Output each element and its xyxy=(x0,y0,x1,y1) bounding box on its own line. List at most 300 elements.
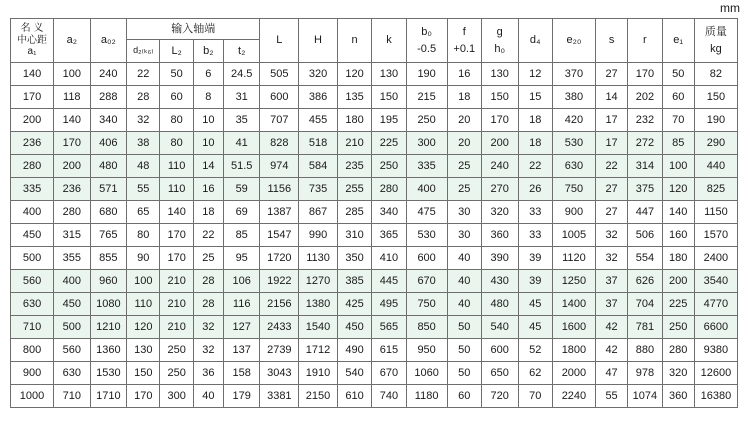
table-cell: 1910 xyxy=(299,362,338,385)
table-cell: 120 xyxy=(337,63,371,86)
table-cell: 35 xyxy=(223,109,260,132)
table-cell: 440 xyxy=(694,155,737,178)
table-cell: 27 xyxy=(595,178,627,201)
table-row xyxy=(11,178,738,201)
table-cell: 170 xyxy=(160,247,193,270)
table-row xyxy=(11,270,738,293)
header-r: r xyxy=(628,19,662,63)
dimension-table-container xyxy=(10,18,738,408)
table-cell: 3381 xyxy=(260,385,299,408)
table-cell: 6 xyxy=(193,63,223,86)
table-cell: 480 xyxy=(481,293,518,316)
table-cell: 710 xyxy=(11,316,54,339)
table-cell: 158 xyxy=(223,362,260,385)
table-cell: 22 xyxy=(127,63,160,86)
table-cell: 80 xyxy=(160,109,193,132)
table-cell: 18 xyxy=(518,132,552,155)
table-cell: 55 xyxy=(127,178,160,201)
header-b0: b₀ -0.5 xyxy=(406,19,447,63)
table-cell: 170 xyxy=(481,109,518,132)
table-cell: 1600 xyxy=(552,316,595,339)
table-cell: 2156 xyxy=(260,293,299,316)
table-row xyxy=(11,247,738,270)
table-cell: 236 xyxy=(11,132,54,155)
table-cell: 26 xyxy=(518,178,552,201)
table-cell: 584 xyxy=(299,155,338,178)
table-cell: 33 xyxy=(518,201,552,224)
table-cell: 28 xyxy=(193,270,223,293)
table-cell: 990 xyxy=(299,224,338,247)
header-mass: 质量 kg xyxy=(694,19,737,63)
table-cell: 1922 xyxy=(260,270,299,293)
table-cell: 240 xyxy=(481,155,518,178)
table-cell: 626 xyxy=(628,270,662,293)
table-cell: 116 xyxy=(223,293,260,316)
table-cell: 280 xyxy=(54,201,91,224)
table-cell: 180 xyxy=(337,109,371,132)
table-cell: 32 xyxy=(595,224,627,247)
table-cell: 110 xyxy=(160,155,193,178)
table-cell: 1800 xyxy=(552,339,595,362)
table-cell: 250 xyxy=(662,316,694,339)
table-cell: 340 xyxy=(90,109,127,132)
table-cell: 2000 xyxy=(552,362,595,385)
table-cell: 30 xyxy=(447,224,481,247)
table-cell: 360 xyxy=(662,385,694,408)
table-cell: 48 xyxy=(127,155,160,178)
table-cell: 650 xyxy=(481,362,518,385)
table-cell: 360 xyxy=(481,224,518,247)
table-cell: 490 xyxy=(337,339,371,362)
table-cell: 1250 xyxy=(552,270,595,293)
table-cell: 240 xyxy=(90,63,127,86)
table-body xyxy=(11,63,738,408)
table-cell: 60 xyxy=(160,86,193,109)
table-cell: 30 xyxy=(447,201,481,224)
table-cell: 670 xyxy=(406,270,447,293)
table-cell: 250 xyxy=(406,109,447,132)
table-cell: 20 xyxy=(447,132,481,155)
table-cell: 1120 xyxy=(552,247,595,270)
table-cell: 225 xyxy=(372,132,406,155)
header-b2: b₂ xyxy=(193,40,223,63)
table-cell: 335 xyxy=(11,178,54,201)
table-cell: 42 xyxy=(595,316,627,339)
table-cell: 60 xyxy=(447,385,481,408)
table-cell: 14 xyxy=(595,86,627,109)
table-cell: 2150 xyxy=(299,385,338,408)
table-cell: 1210 xyxy=(90,316,127,339)
table-cell: 600 xyxy=(260,86,299,109)
table-cell: 2433 xyxy=(260,316,299,339)
header-input-shaft-group: 输入轴端 xyxy=(127,19,260,40)
table-cell: 2739 xyxy=(260,339,299,362)
table-cell: 1005 xyxy=(552,224,595,247)
table-cell: 95 xyxy=(223,247,260,270)
table-cell: 10 xyxy=(193,109,223,132)
table-cell: 750 xyxy=(552,178,595,201)
table-cell: 140 xyxy=(11,63,54,86)
table-cell: 70 xyxy=(518,385,552,408)
table-cell: 571 xyxy=(90,178,127,201)
table-cell: 340 xyxy=(372,201,406,224)
table-row xyxy=(11,316,738,339)
table-cell: 200 xyxy=(11,109,54,132)
table-cell: 41 xyxy=(223,132,260,155)
table-cell: 1180 xyxy=(406,385,447,408)
table-cell: 380 xyxy=(552,86,595,109)
table-cell: 200 xyxy=(54,155,91,178)
table-cell: 1720 xyxy=(260,247,299,270)
table-cell: 1712 xyxy=(299,339,338,362)
table-row xyxy=(11,109,738,132)
table-cell: 450 xyxy=(54,293,91,316)
table-cell: 406 xyxy=(90,132,127,155)
table-cell: 40 xyxy=(447,270,481,293)
table-cell: 630 xyxy=(11,293,54,316)
table-cell: 500 xyxy=(11,247,54,270)
table-cell: 40 xyxy=(447,247,481,270)
table-cell: 150 xyxy=(694,86,737,109)
table-cell: 410 xyxy=(372,247,406,270)
table-row xyxy=(11,155,738,178)
table-cell: 255 xyxy=(337,178,371,201)
table-cell: 1060 xyxy=(406,362,447,385)
table-cell: 16 xyxy=(447,63,481,86)
table-cell: 190 xyxy=(694,109,737,132)
header-n: n xyxy=(337,19,371,63)
table-cell: 180 xyxy=(662,247,694,270)
table-cell: 236 xyxy=(54,178,91,201)
table-cell: 2240 xyxy=(552,385,595,408)
table-cell: 828 xyxy=(260,132,299,155)
table-cell: 200 xyxy=(481,132,518,155)
header-g: g h₀ xyxy=(481,19,518,63)
table-cell: 235 xyxy=(337,155,371,178)
table-cell: 530 xyxy=(406,224,447,247)
table-cell: 290 xyxy=(694,132,737,155)
table-cell: 480 xyxy=(90,155,127,178)
table-cell: 560 xyxy=(11,270,54,293)
table-cell: 27 xyxy=(595,63,627,86)
table-cell: 140 xyxy=(54,109,91,132)
dimension-table xyxy=(10,18,738,408)
table-cell: 320 xyxy=(481,201,518,224)
table-cell: 445 xyxy=(372,270,406,293)
table-cell: 170 xyxy=(628,63,662,86)
table-cell: 27 xyxy=(595,201,627,224)
table-cell: 170 xyxy=(127,385,160,408)
table-cell: 14 xyxy=(193,155,223,178)
table-cell: 52 xyxy=(518,339,552,362)
table-cell: 250 xyxy=(160,339,193,362)
header-f: f +0.1 xyxy=(447,19,481,63)
table-cell: 170 xyxy=(11,86,54,109)
table-cell: 680 xyxy=(90,201,127,224)
table-cell: 425 xyxy=(337,293,371,316)
table-cell: 18 xyxy=(447,86,481,109)
header-H: H xyxy=(299,19,338,63)
table-cell: 33 xyxy=(518,224,552,247)
table-cell: 850 xyxy=(406,316,447,339)
table-row xyxy=(11,63,738,86)
table-cell: 135 xyxy=(337,86,371,109)
table-cell: 1360 xyxy=(90,339,127,362)
table-cell: 250 xyxy=(372,155,406,178)
header-e20: e₂₀ xyxy=(552,19,595,63)
table-cell: 350 xyxy=(337,247,371,270)
table-cell: 565 xyxy=(372,316,406,339)
table-row xyxy=(11,385,738,408)
table-cell: 288 xyxy=(90,86,127,109)
table-cell: 710 xyxy=(54,385,91,408)
table-cell: 450 xyxy=(11,224,54,247)
table-cell: 85 xyxy=(223,224,260,247)
table-cell: 2400 xyxy=(694,247,737,270)
table-cell: 704 xyxy=(628,293,662,316)
table-cell: 60 xyxy=(662,86,694,109)
table-cell: 1270 xyxy=(299,270,338,293)
table-cell: 867 xyxy=(299,201,338,224)
table-cell: 17 xyxy=(595,132,627,155)
table-cell: 51.5 xyxy=(223,155,260,178)
table-cell: 210 xyxy=(160,293,193,316)
table-row xyxy=(11,339,738,362)
table-cell: 1000 xyxy=(11,385,54,408)
table-cell: 978 xyxy=(628,362,662,385)
table-row xyxy=(11,224,738,247)
table-cell: 59 xyxy=(223,178,260,201)
table-cell: 900 xyxy=(552,201,595,224)
table-cell: 22 xyxy=(193,224,223,247)
table-cell: 455 xyxy=(299,109,338,132)
table-cell: 100 xyxy=(662,155,694,178)
table-cell: 80 xyxy=(127,224,160,247)
header-L: L xyxy=(260,19,299,63)
table-cell: 1150 xyxy=(694,201,737,224)
table-cell: 707 xyxy=(260,109,299,132)
header-d: d₂₍ₖ₆₎ xyxy=(127,40,160,63)
table-cell: 202 xyxy=(628,86,662,109)
table-cell: 355 xyxy=(54,247,91,270)
header-k: k xyxy=(372,19,406,63)
table-row xyxy=(11,293,738,316)
table-cell: 8 xyxy=(193,86,223,109)
table-cell: 375 xyxy=(628,178,662,201)
table-cell: 1530 xyxy=(90,362,127,385)
table-cell: 720 xyxy=(481,385,518,408)
table-cell: 1156 xyxy=(260,178,299,201)
table-cell: 210 xyxy=(337,132,371,155)
table-cell: 17 xyxy=(595,109,627,132)
table-cell: 320 xyxy=(662,362,694,385)
table-cell: 505 xyxy=(260,63,299,86)
table-cell: 37 xyxy=(595,293,627,316)
table-cell: 210 xyxy=(160,270,193,293)
table-cell: 15 xyxy=(518,86,552,109)
table-cell: 530 xyxy=(552,132,595,155)
table-cell: 420 xyxy=(552,109,595,132)
table-cell: 140 xyxy=(662,201,694,224)
table-cell: 1080 xyxy=(90,293,127,316)
table-cell: 150 xyxy=(127,362,160,385)
table-cell: 540 xyxy=(337,362,371,385)
table-cell: 25 xyxy=(193,247,223,270)
table-cell: 1380 xyxy=(299,293,338,316)
table-cell: 3043 xyxy=(260,362,299,385)
table-cell: 106 xyxy=(223,270,260,293)
table-row xyxy=(11,201,738,224)
header-a2: a₂ xyxy=(54,19,91,63)
table-cell: 600 xyxy=(481,339,518,362)
table-cell: 4770 xyxy=(694,293,737,316)
table-cell: 120 xyxy=(662,178,694,201)
table-cell: 31 xyxy=(223,86,260,109)
table-cell: 506 xyxy=(628,224,662,247)
table-cell: 127 xyxy=(223,316,260,339)
table-cell: 272 xyxy=(628,132,662,155)
table-cell: 630 xyxy=(54,362,91,385)
table-cell: 12 xyxy=(518,63,552,86)
table-cell: 447 xyxy=(628,201,662,224)
table-cell: 740 xyxy=(372,385,406,408)
table-cell: 140 xyxy=(160,201,193,224)
table-cell: 32 xyxy=(595,247,627,270)
table-cell: 130 xyxy=(127,339,160,362)
table-cell: 225 xyxy=(662,293,694,316)
table-cell: 1710 xyxy=(90,385,127,408)
table-cell: 974 xyxy=(260,155,299,178)
header-t2: t₂ xyxy=(223,40,260,63)
table-cell: 37 xyxy=(595,270,627,293)
table-cell: 1400 xyxy=(552,293,595,316)
table-cell: 12600 xyxy=(694,362,737,385)
table-cell: 630 xyxy=(552,155,595,178)
table-cell: 960 xyxy=(90,270,127,293)
table-cell: 24.5 xyxy=(223,63,260,86)
table-cell: 50 xyxy=(662,63,694,86)
table-cell: 25 xyxy=(447,155,481,178)
table-cell: 195 xyxy=(372,109,406,132)
table-cell: 3540 xyxy=(694,270,737,293)
table-cell: 32 xyxy=(127,109,160,132)
table-cell: 118 xyxy=(54,86,91,109)
table-cell: 1540 xyxy=(299,316,338,339)
table-cell: 430 xyxy=(481,270,518,293)
table-cell: 280 xyxy=(662,339,694,362)
table-cell: 38 xyxy=(127,132,160,155)
table-cell: 400 xyxy=(54,270,91,293)
unit-label: mm xyxy=(720,1,740,15)
table-cell: 80 xyxy=(160,132,193,155)
table-cell: 50 xyxy=(447,362,481,385)
table-cell: 735 xyxy=(299,178,338,201)
table-cell: 450 xyxy=(337,316,371,339)
table-cell: 335 xyxy=(406,155,447,178)
table-cell: 200 xyxy=(662,270,694,293)
table-cell: 800 xyxy=(11,339,54,362)
table-cell: 315 xyxy=(54,224,91,247)
table-cell: 50 xyxy=(447,316,481,339)
table-cell: 65 xyxy=(127,201,160,224)
table-cell: 18 xyxy=(518,109,552,132)
table-cell: 16380 xyxy=(694,385,737,408)
table-cell: 170 xyxy=(160,224,193,247)
header-e1: e₁ xyxy=(662,19,694,63)
table-cell: 22 xyxy=(518,155,552,178)
table-cell: 47 xyxy=(595,362,627,385)
table-cell: 50 xyxy=(447,339,481,362)
table-cell: 900 xyxy=(11,362,54,385)
table-cell: 390 xyxy=(481,247,518,270)
table-cell: 781 xyxy=(628,316,662,339)
table-cell: 610 xyxy=(337,385,371,408)
table-cell: 385 xyxy=(337,270,371,293)
table-cell: 16 xyxy=(193,178,223,201)
table-cell: 32 xyxy=(193,316,223,339)
table-cell: 18 xyxy=(193,201,223,224)
table-cell: 880 xyxy=(628,339,662,362)
table-cell: 150 xyxy=(481,86,518,109)
table-cell: 100 xyxy=(54,63,91,86)
table-cell: 1570 xyxy=(694,224,737,247)
table-cell: 179 xyxy=(223,385,260,408)
table-cell: 50 xyxy=(160,63,193,86)
table-cell: 400 xyxy=(406,178,447,201)
table-cell: 85 xyxy=(662,132,694,155)
table-cell: 365 xyxy=(372,224,406,247)
table-cell: 36 xyxy=(193,362,223,385)
table-cell: 32 xyxy=(193,339,223,362)
table-cell: 320 xyxy=(299,63,338,86)
table-cell: 1387 xyxy=(260,201,299,224)
table-cell: 554 xyxy=(628,247,662,270)
table-cell: 9380 xyxy=(694,339,737,362)
table-cell: 280 xyxy=(11,155,54,178)
table-row xyxy=(11,86,738,109)
table-cell: 25 xyxy=(447,178,481,201)
table-cell: 45 xyxy=(518,293,552,316)
table-row xyxy=(11,132,738,155)
table-cell: 400 xyxy=(11,201,54,224)
table-cell: 150 xyxy=(372,86,406,109)
table-cell: 130 xyxy=(372,63,406,86)
table-cell: 120 xyxy=(127,316,160,339)
table-cell: 39 xyxy=(518,270,552,293)
table-cell: 950 xyxy=(406,339,447,362)
table-cell: 170 xyxy=(54,132,91,155)
table-cell: 215 xyxy=(406,86,447,109)
table-cell: 70 xyxy=(662,109,694,132)
table-cell: 560 xyxy=(54,339,91,362)
table-cell: 765 xyxy=(90,224,127,247)
header-d4: d₄ xyxy=(518,19,552,63)
table-cell: 6600 xyxy=(694,316,737,339)
table-cell: 475 xyxy=(406,201,447,224)
table-cell: 20 xyxy=(447,109,481,132)
table-cell: 62 xyxy=(518,362,552,385)
table-cell: 28 xyxy=(193,293,223,316)
header-a02: a₀₂ xyxy=(90,19,127,63)
table-cell: 210 xyxy=(160,316,193,339)
table-cell: 130 xyxy=(481,63,518,86)
table-cell: 69 xyxy=(223,201,260,224)
table-cell: 670 xyxy=(372,362,406,385)
table-cell: 110 xyxy=(127,293,160,316)
table-cell: 600 xyxy=(406,247,447,270)
table-cell: 1547 xyxy=(260,224,299,247)
table-cell: 137 xyxy=(223,339,260,362)
